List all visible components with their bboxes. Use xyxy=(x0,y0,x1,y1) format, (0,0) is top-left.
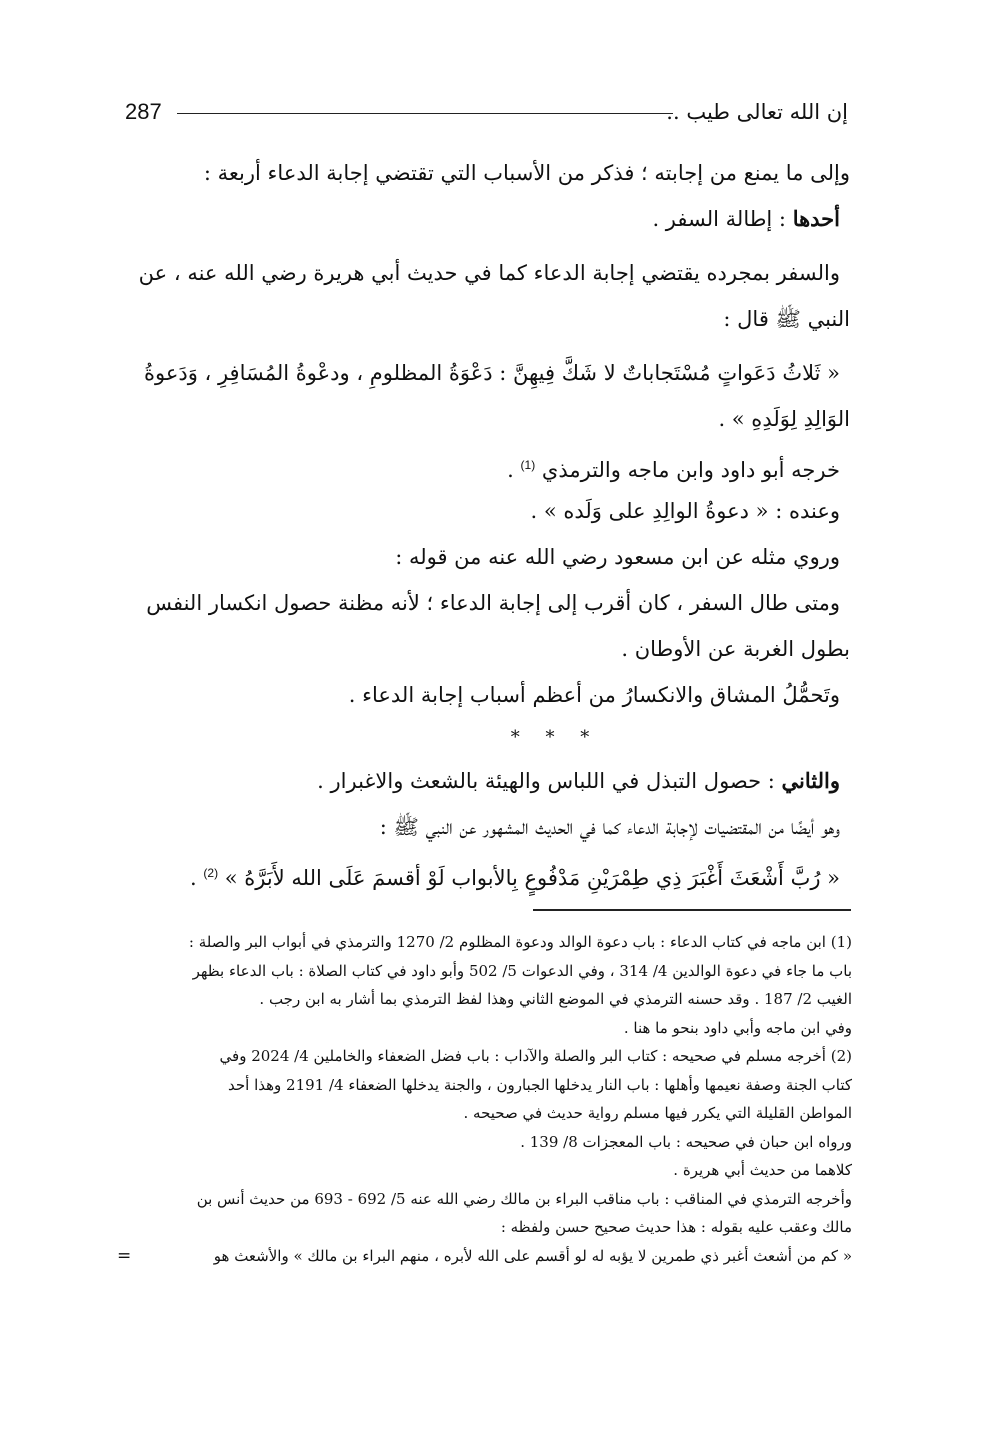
footnote-line xyxy=(117,1242,852,1271)
footnote-line: (1) ابن ماجه في كتاب الدعاء : باب دعوة الوالد ودعوة المظلوم 2/ 1270 والترمذي في أبواب البر والصلة : xyxy=(188,933,852,951)
hadith-text: « رُبَّ أَشْعَثَ أَغْبَرَ ذِي طِمْرَيْنِ مَدْفُوعٍ بِالأبواب لَوْ أقسمَ عَلَى الله لأَبَرَّهُ » xyxy=(218,866,840,890)
text-line: وهو أيضًا من المقتضيات لإجابة الدعاء كما في الحديث المشهور عن النبي ﷺ : xyxy=(379,815,840,839)
running-header xyxy=(125,92,848,132)
spacer xyxy=(120,242,850,250)
spacer xyxy=(120,342,850,350)
footnote-line: ورواه ابن حبان في صحيحه : باب المعجزات 8/ 139 . xyxy=(520,1132,852,1151)
hadith-line: الوَالِدِ لِوَلَدِهِ » . xyxy=(718,407,850,431)
footnote-line: مالك وعقب عليه بقوله : هذا حديث صحيح حسن ولفظه : xyxy=(500,1218,852,1236)
hadith-line xyxy=(120,850,850,896)
text-line xyxy=(120,196,850,242)
takhrij-text: خرجه أبو داود وابن ماجه والترمذي xyxy=(535,458,840,482)
second-text: : حصول التبذل في اللباس والهيئة بالشعث والاغبرار . xyxy=(317,769,782,793)
header-rule xyxy=(177,113,673,114)
footnote-ref: (1) xyxy=(520,458,536,472)
text-line xyxy=(120,442,850,488)
continuation-mark: = xyxy=(117,1245,132,1266)
footnote-line: الغيب 2/ 187 . وقد حسنه الترمذي في الموضع الثاني وهذا لفظ الترمذي بما أشار به ابن رجب . xyxy=(259,990,852,1008)
text-line: النبي ﷺ قال : xyxy=(723,307,850,331)
takhrij-end: . xyxy=(507,458,521,482)
footnote-rule xyxy=(533,909,851,911)
second-label: والثاني xyxy=(781,768,840,793)
first-text: : إطالة السفر . xyxy=(652,207,793,231)
text-line: بطول الغربة عن الأوطان . xyxy=(621,637,850,661)
footnote-line: كتاب الجنة وصفة نعيمها وأهلها : باب النار يدخلها الجبارون ، والجنة يدخلها الضعفاء 4/ 2191 وهذا أحد xyxy=(227,1075,852,1094)
footnote-ref: (2) xyxy=(203,866,219,880)
footnote-line: المواطن القليلة التي يكرر فيها مسلم رواية حديث في صحيحه . xyxy=(463,1104,852,1122)
text-line: وروي مثله عن ابن مسعود رضي الله عنه من قوله : xyxy=(395,545,840,569)
text-line: والسفر بمجرده يقتضي إجابة الدعاء كما في حديث أبي هريرة رضي الله عنه ، عن xyxy=(138,261,840,285)
footnote-text: « كم من أشعث أغبر ذي طمرين لا يؤبه له لو أقسم على الله لأبره ، منهم البراء بن مالك » والأشعث هو xyxy=(213,1246,852,1265)
footnote-line: (2) أخرجه مسلم في صحيحه : كتاب البر والصلة والآداب : باب فضل الضعفاء والخاملين 4/ 2024 وفي xyxy=(219,1047,852,1065)
hadith-end: . xyxy=(190,866,204,890)
text-line: وعنده : « دعوةُ الوالِدِ على وَلَده » . xyxy=(530,499,840,523)
main-text xyxy=(120,150,850,896)
footnote-line: باب ما جاء في دعوة الوالدين 4/ 314 ، وفي الدعوات 5/ 502 وأبو داود في كتاب الصلاة : باب الدعاء بظهر xyxy=(192,961,852,980)
header-title: إن الله تعالى طيب .. xyxy=(666,100,848,124)
hadith-line: « ثَلاثُ دَعَواتٍ مُسْتَجاباتٌ لا شَكَّ فِيهِنَّ : دَعْوَةُ المظلومِ ، ودعْوةُ المُسَافِرِ ، وَدَعوةُ xyxy=(143,361,840,385)
text-line: ومتى طال السفر ، كان أقرب إلى إجابة الدعاء ؛ لأنه مظنة حصول انكسار النفس xyxy=(146,591,840,615)
text-line: وإلى ما يمنع من إجابته ؛ فذكر من الأسباب التي تقتضي إجابة الدعاء أربعة : xyxy=(203,161,850,185)
page-number: 287 xyxy=(125,99,162,124)
footnote-line: وأخرجه الترمذي في المناقب : باب مناقب البراء بن مالك رضي الله عنه 5/ 692 - 693 من حديث أنس بن xyxy=(196,1189,852,1208)
first-label: أحدها xyxy=(792,206,840,231)
footnote-line: وفي ابن ماجه وأبي داود بنحو ما هنا . xyxy=(623,1018,852,1037)
text-line xyxy=(120,758,850,804)
footnote-line: كلاهما من حديث أبي هريرة . xyxy=(673,1161,852,1179)
text-line: وتَحمُّلُ المشاق والانكسارُ من أعظم أسباب إجابة الدعاء . xyxy=(348,683,840,707)
section-separator: * * * xyxy=(510,727,600,748)
footnotes xyxy=(117,928,852,1270)
